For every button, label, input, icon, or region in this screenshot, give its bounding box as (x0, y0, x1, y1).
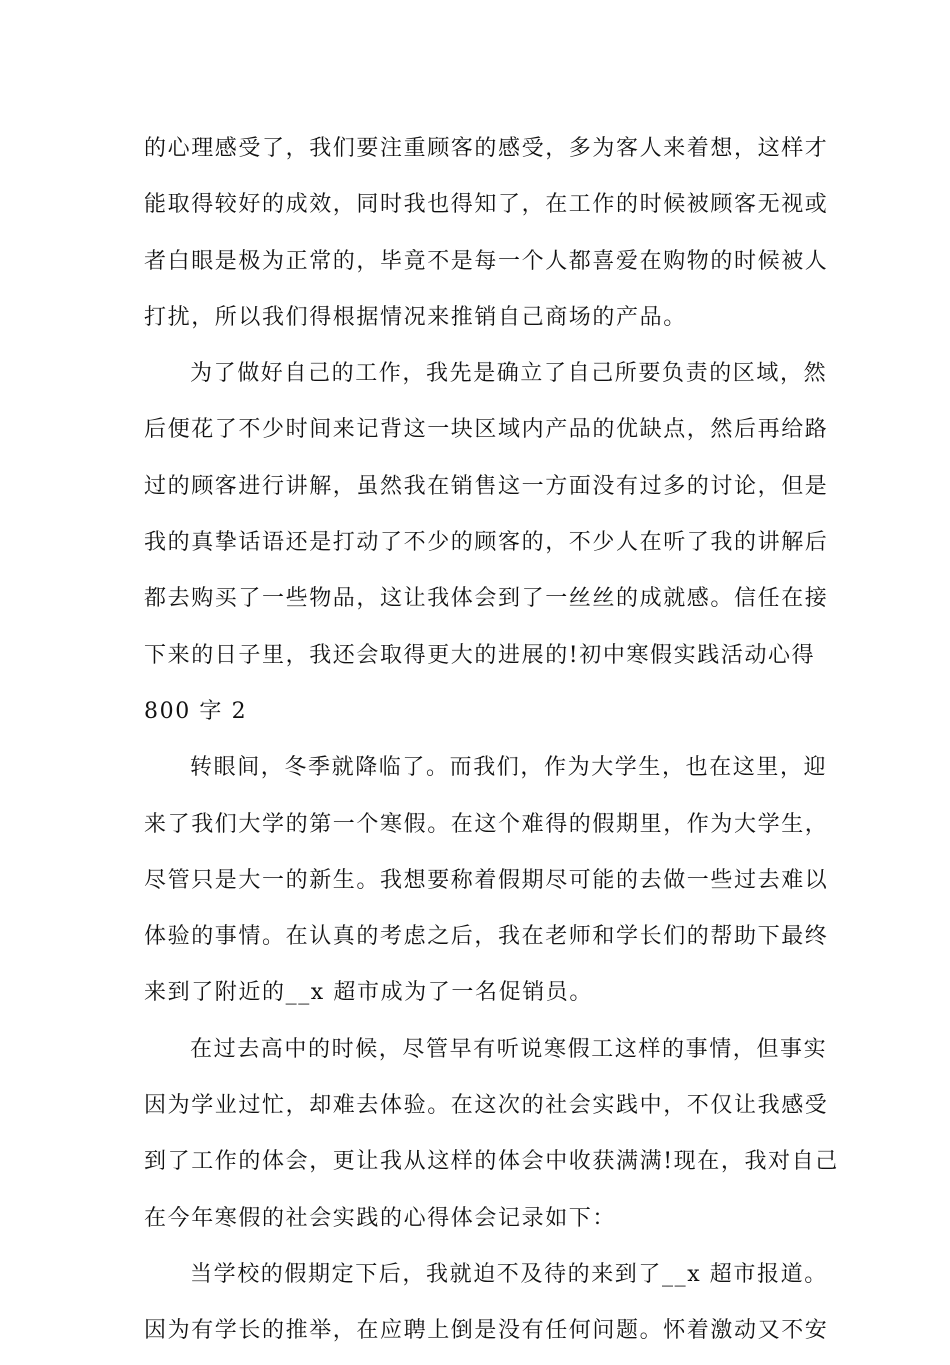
document-body (144, 126, 839, 1365)
text-line: 者白眼是极为正常的，毕竟不是每一个人都喜爱在购物的时候被人 (144, 248, 829, 274)
text-line: 到了工作的体会，更让我从这样的体会中收获满满!现在，我对自己 (144, 1149, 839, 1175)
paragraph-first-line: 转眼间，冬季就降临了。而我们，作为大学生，也在这里，迎 (190, 755, 828, 781)
text-line: 能取得较好的成效，同时我也得知了，在工作的时候被顾客无视或 (144, 192, 829, 218)
text-line: 因为有学长的推举，在应聘上倒是没有任何问题。怀着激动又不安 (144, 1318, 829, 1344)
text-line: 来到了附近的__x 超市成为了一名促销员。 (144, 980, 594, 1006)
text-line: 的心理感受了，我们要注重顾客的感受，多为客人来着想，这样才 (144, 136, 829, 161)
text-line: 体验的事情。在认真的考虑之后，我在老师和学长们的帮助下最终 (144, 924, 829, 950)
text-line: 后便花了不少时间来记背这一块区域内产品的优缺点，然后再给路 (144, 417, 829, 443)
text-line: 过的顾客进行讲解，虽然我在销售这一方面没有过多的讨论，但是 (144, 473, 829, 499)
text-line: 800 字 2 (144, 698, 248, 724)
text-line: 来了我们大学的第一个寒假。在这个难得的假期里，作为大学生， (144, 811, 829, 837)
text-line: 尽管只是大一的新生。我想要称着假期尽可能的去做一些过去难以 (144, 867, 829, 893)
paragraph-first-line: 为了做好自己的工作，我先是确立了自己所要负责的区域，然 (190, 361, 828, 387)
text-line: 我的真挚话语还是打动了不少的顾客的，不少人在听了我的讲解后 (144, 530, 829, 556)
text-line: 打扰，所以我们得根据情况来推销自己商场的产品。 (144, 304, 687, 330)
text-line: 都去购买了一些物品，这让我体会到了一丝丝的成就感。信任在接 (144, 586, 829, 612)
paragraph-first-line: 在过去高中的时候，尽管早有听说寒假工这样的事情，但事实 (190, 1036, 828, 1062)
text-line: 在今年寒假的社会实践的心得体会记录如下： (144, 1205, 617, 1231)
paragraph-first-line: 当学校的假期定下后，我就迫不及待的来到了__x 超市报道。 (190, 1261, 828, 1287)
text-line: 因为学业过忙，却难去体验。在这次的社会实践中，不仅让我感受 (144, 1093, 829, 1119)
text-line: 下来的日子里，我还会取得更大的进展的!初中寒假实践活动心得 (144, 642, 816, 668)
